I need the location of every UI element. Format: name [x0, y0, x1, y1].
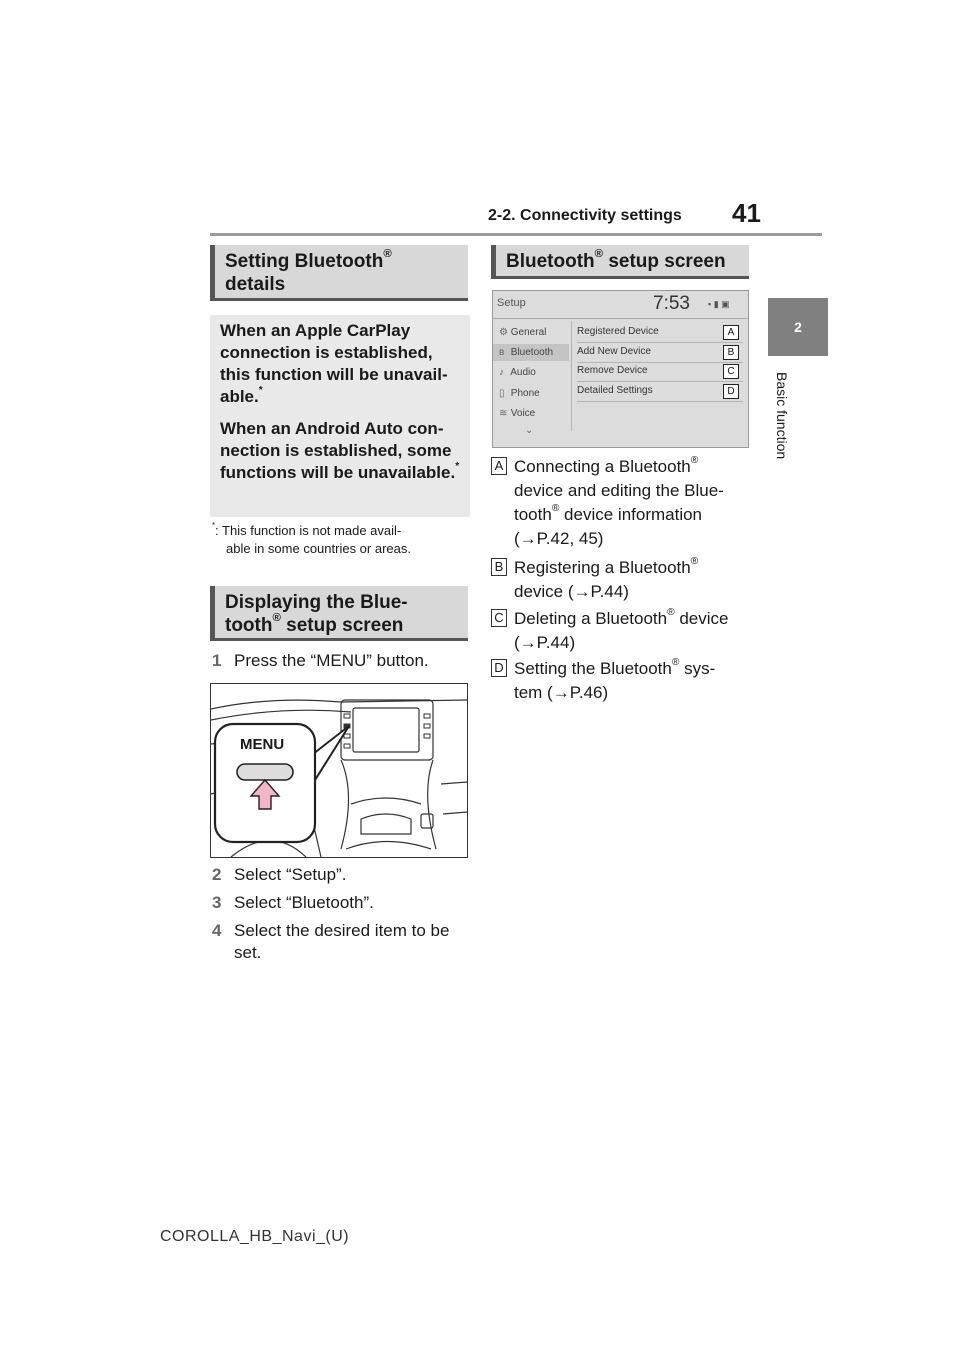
menu-general: [499, 327, 546, 338]
asterisk: *: [212, 521, 216, 531]
menu-voice: [499, 408, 535, 419]
note-android-auto: [220, 418, 460, 484]
menu-label: Voice: [510, 408, 536, 419]
music-note-icon: ♪: [499, 367, 504, 378]
status-icons: ▪ ▮ ▣: [708, 299, 730, 309]
chapter-title: Basic function: [774, 372, 790, 460]
step-number: 3: [212, 893, 222, 912]
footnote-text: able in some countries or areas.: [226, 541, 411, 556]
legend-text-part: Deleting a Bluetooth: [514, 609, 668, 628]
heading-bluetooth-setup-screen: [491, 245, 749, 279]
menu-phone: [499, 388, 540, 399]
legend-text: [491, 455, 751, 551]
step-number: 4: [212, 921, 222, 940]
legend-letter: A: [491, 457, 507, 475]
step-3: [212, 892, 470, 914]
section-title: 2-2. Connectivity settings: [488, 207, 682, 224]
legend-text-part: device (→P.44): [514, 582, 629, 601]
header-rule: [210, 233, 822, 236]
heading-text: Setting Bluetooth: [225, 251, 384, 272]
document-id: COROLLA_HB_Navi_(U): [160, 1228, 350, 1245]
menu-label: Audio: [510, 367, 536, 378]
menu-button-label: MENU: [240, 736, 285, 753]
option-add-new-device: [577, 343, 743, 363]
legend-text-part: Registering a Bluetooth: [514, 558, 691, 577]
registered-mark: ®: [383, 248, 392, 261]
registered-mark: ®: [594, 248, 604, 261]
option-label: Registered Device: [577, 326, 659, 337]
step-number: 2: [212, 865, 222, 884]
step-1: [212, 650, 470, 672]
legend-text-part: device and editing the Blue-: [514, 481, 724, 500]
menu-audio: [499, 367, 536, 378]
asterisk: *: [455, 461, 460, 473]
menu-label: General: [510, 327, 547, 338]
legend-item-b: [491, 556, 751, 604]
footnote: [212, 522, 472, 558]
registered-mark: ®: [667, 607, 675, 619]
heading-text: setup screen: [603, 251, 726, 272]
step-4: [212, 920, 470, 964]
registered-mark: ®: [671, 657, 680, 669]
option-detailed-settings: [577, 382, 743, 402]
dashboard-drawing: [211, 684, 467, 857]
menu-bluetooth: [499, 347, 553, 358]
setup-screen-image: [492, 290, 749, 448]
registered-mark: ®: [272, 612, 281, 625]
heading-setting-bluetooth-details: [210, 245, 468, 301]
legend-letter: C: [491, 609, 507, 627]
heading-displaying-setup-screen: [210, 586, 468, 641]
legend-text: [491, 657, 751, 705]
chapter-tab: 2: [768, 298, 828, 356]
legend-text-part: Setting the Bluetooth: [514, 659, 672, 678]
legend-text: [491, 556, 751, 604]
note-box: [210, 315, 470, 517]
step-text: Select “Bluetooth”.: [234, 893, 374, 912]
legend-text-part: device information: [559, 505, 703, 524]
heading-text: Displaying the Blue-: [225, 592, 408, 613]
chapter-label: [770, 372, 790, 492]
note-text: When an Apple CarPlay connection is established, this function will be unavail-able.: [220, 321, 448, 406]
legend-text-part: (→P.42, 45): [514, 529, 604, 548]
legend-item-a: [491, 455, 751, 551]
registered-mark: ®: [551, 503, 560, 515]
legend-text-part: (→P.44): [514, 633, 576, 652]
legend-text-part: tem (→P.46): [514, 683, 609, 702]
option-label: Add New Device: [577, 346, 651, 357]
callout-letter: A: [723, 325, 739, 340]
menu-divider: [571, 321, 572, 431]
step-text: Select “Setup”.: [234, 865, 347, 884]
legend-text-part: Connecting a Bluetooth: [514, 457, 691, 476]
bluetooth-icon: ʙ: [499, 347, 505, 358]
asterisk: *: [258, 385, 263, 397]
option-label: Detailed Settings: [577, 385, 653, 396]
legend-letter: D: [491, 659, 507, 677]
dashboard-illustration: [210, 683, 468, 858]
gear-icon: ⚙: [499, 327, 508, 338]
menu-label: Bluetooth: [510, 347, 554, 358]
note-carplay: [220, 320, 460, 408]
callout-letter: C: [723, 364, 739, 379]
legend-item-d: [491, 657, 751, 705]
heading-text: details: [225, 274, 286, 295]
legend-text-part: device: [674, 609, 729, 628]
legend-text-part: tooth: [514, 505, 552, 524]
phone-icon: ▯: [499, 388, 505, 399]
footnote-text: : This function is not made avail-: [215, 523, 402, 538]
heading-text: Bluetooth: [506, 251, 595, 272]
registered-mark: ®: [690, 455, 699, 467]
legend-text-part: sys-: [679, 659, 716, 678]
callout-letter: B: [723, 345, 739, 360]
heading-text: tooth: [225, 615, 273, 636]
registered-mark: ®: [690, 556, 699, 568]
step-text: Press the “MENU” button.: [234, 651, 429, 670]
option-label: Remove Device: [577, 365, 648, 376]
voice-icon: ≋: [499, 408, 508, 419]
heading-text: setup screen: [280, 615, 404, 636]
title-divider: [493, 318, 749, 319]
screen-clock: 7:53: [653, 293, 690, 314]
menu-label: Phone: [510, 388, 540, 399]
chevron-down-icon: ⌄: [525, 425, 534, 436]
step-text: Select the desired item to be set.: [234, 921, 450, 962]
callout-letter: D: [723, 384, 739, 399]
step-number: 1: [212, 651, 222, 670]
screen-title: Setup: [497, 297, 526, 309]
legend-text: [491, 607, 751, 655]
legend-letter: B: [491, 558, 507, 576]
note-text: When an Android Auto con-nection is established, some functions will be unavailable.: [220, 419, 456, 482]
page-number: 41: [732, 198, 761, 228]
option-remove-device: [577, 362, 743, 382]
step-2: [212, 864, 470, 886]
legend-item-c: [491, 607, 751, 655]
option-registered-device: [577, 323, 743, 343]
